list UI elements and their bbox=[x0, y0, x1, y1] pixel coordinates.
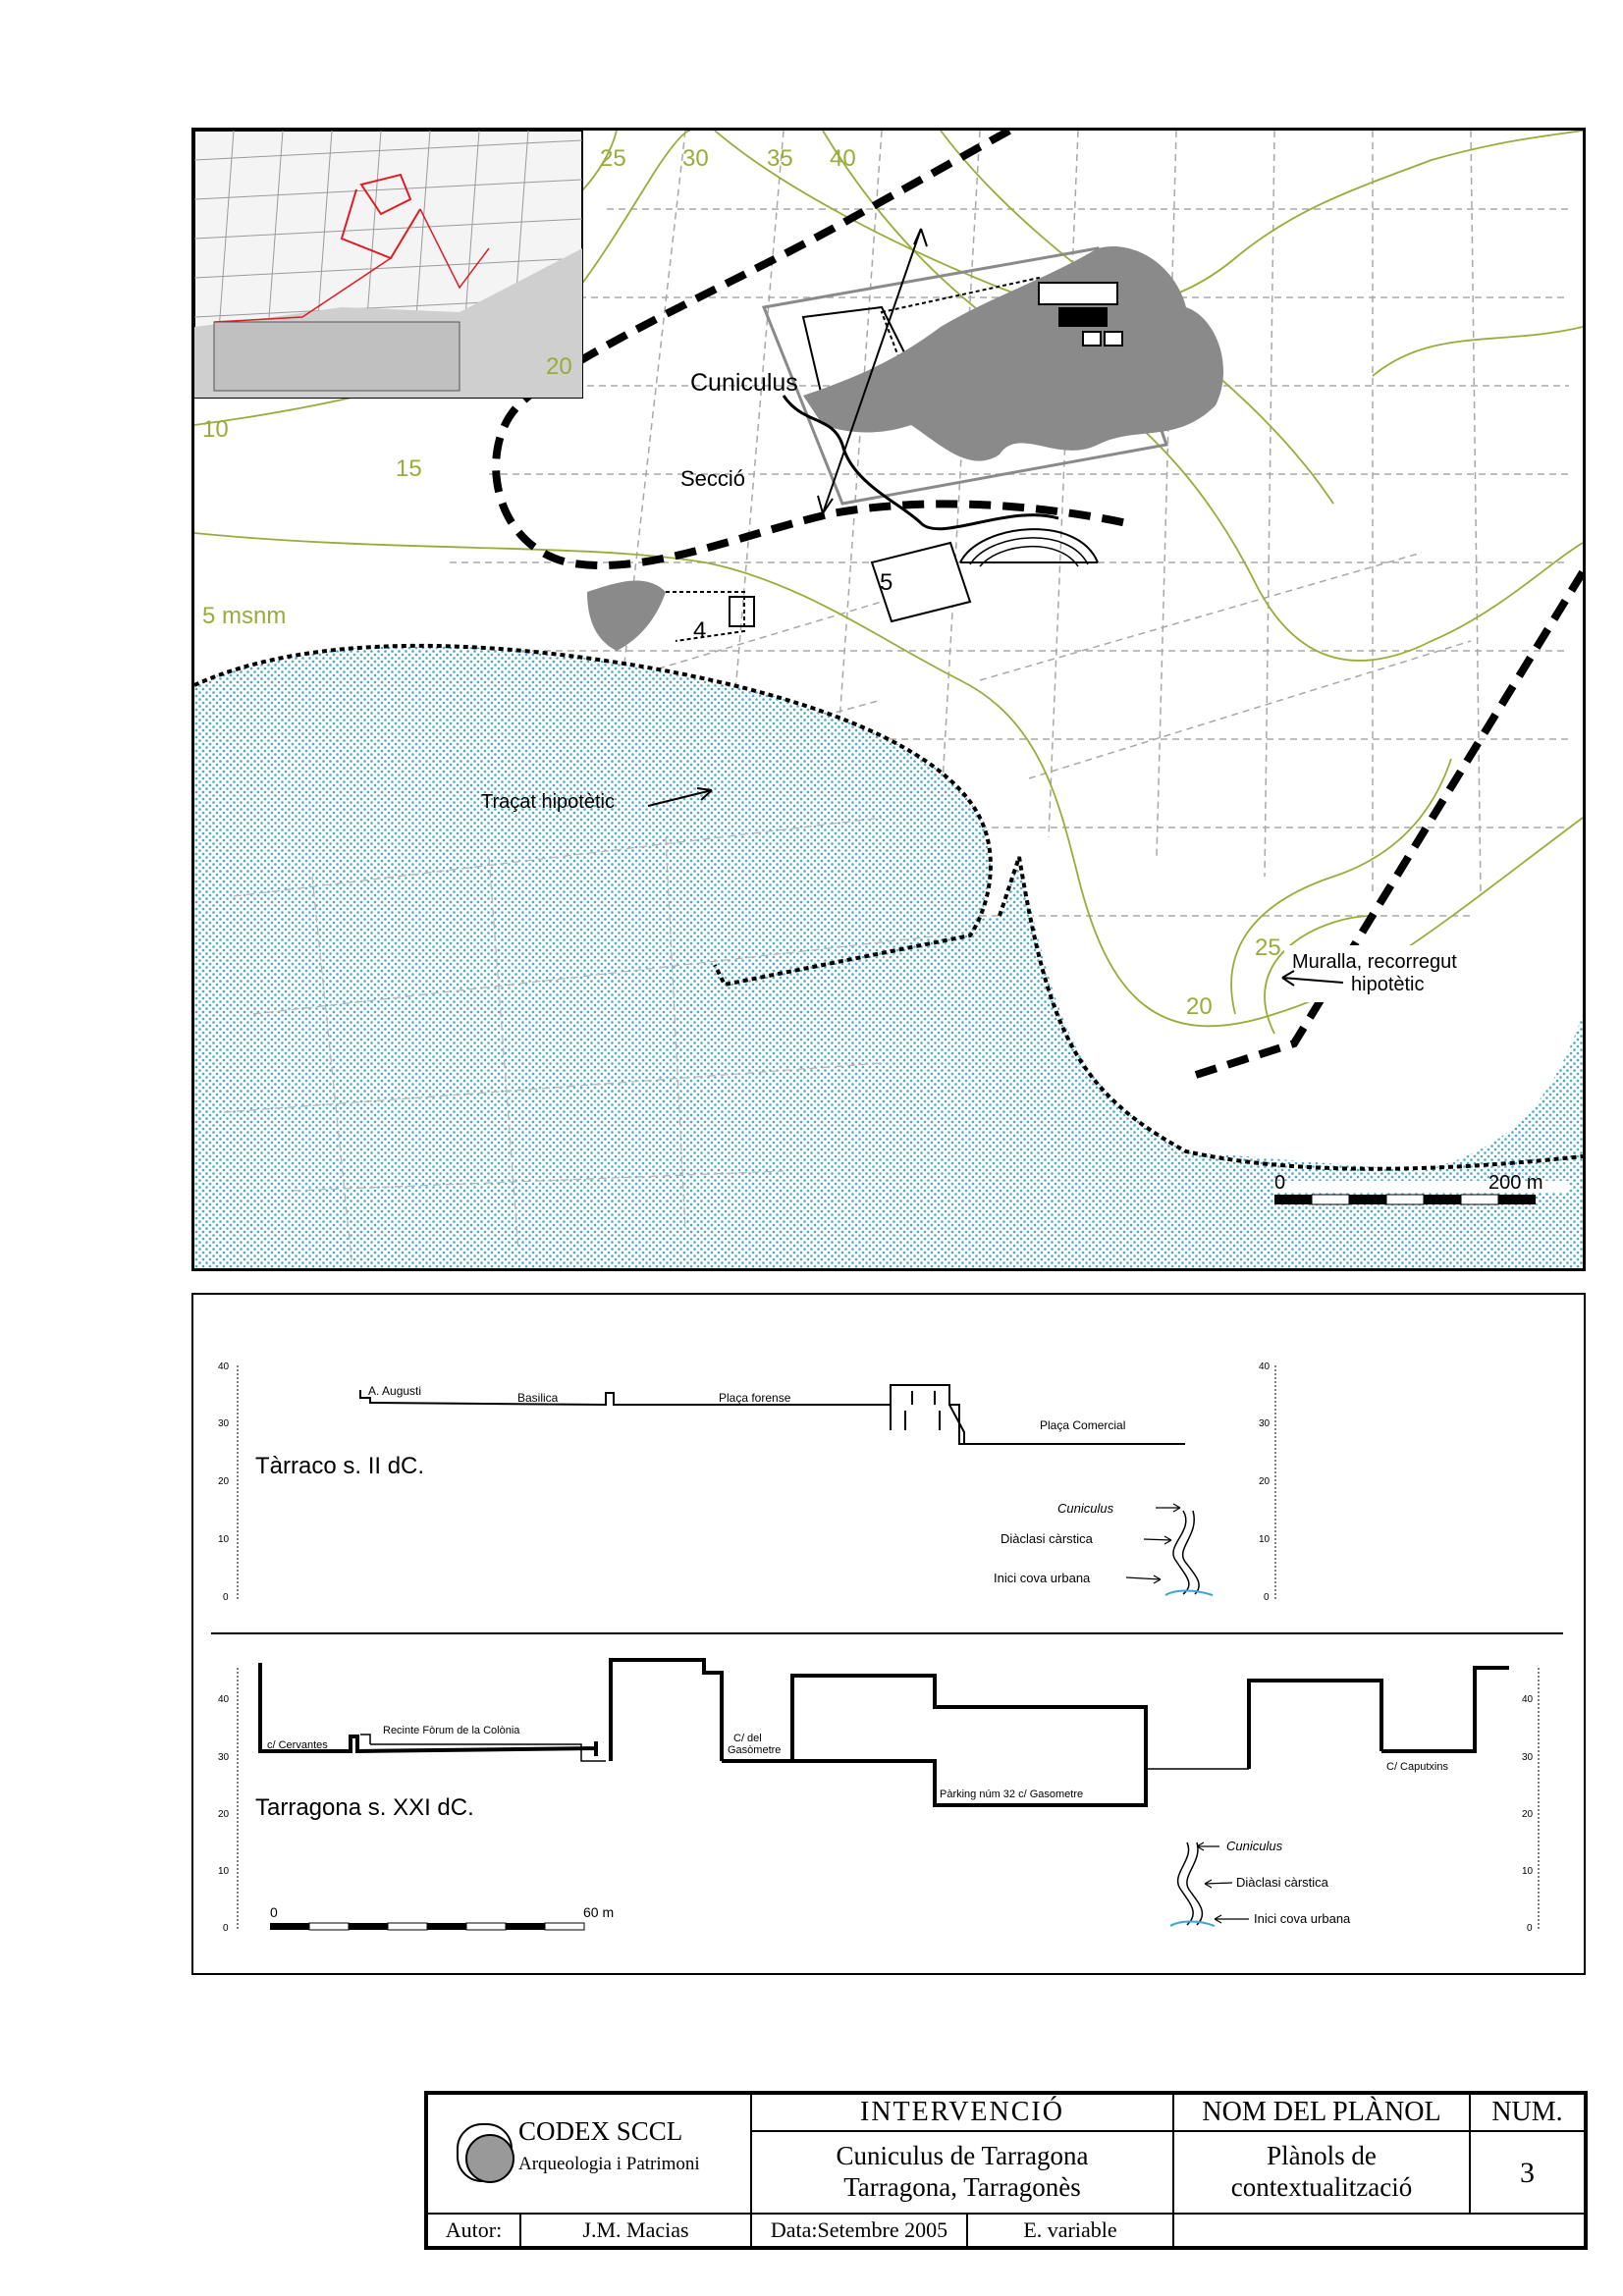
contour-label: 30 bbox=[682, 145, 709, 172]
label-a-augusti: A. Augusti bbox=[368, 1384, 422, 1398]
site-map bbox=[191, 128, 1586, 1271]
autor-value: J.M. Macias bbox=[520, 2214, 751, 2247]
section-scale-bar bbox=[270, 1904, 614, 1930]
section-svg bbox=[193, 1295, 1584, 1973]
plano-line2: contextualització bbox=[1230, 2172, 1413, 2202]
legend-diaclasi: Diàclasi càrstica bbox=[1001, 1531, 1093, 1546]
axis-tick: 10 bbox=[218, 1866, 230, 1877]
section-label: Secció bbox=[680, 466, 746, 491]
label-placa-forense: Plaça forense bbox=[719, 1391, 791, 1405]
num-value: 3 bbox=[1470, 2131, 1585, 2214]
axis-tick: 40 bbox=[218, 1694, 230, 1705]
axis-tick: 20 bbox=[1259, 1476, 1271, 1487]
legend-cuniculus: Cuniculus bbox=[1226, 1839, 1283, 1853]
title-block bbox=[424, 2091, 1588, 2250]
site-map-svg bbox=[194, 131, 1583, 1268]
contour-label: 40 bbox=[830, 145, 856, 172]
axis-tick: 20 bbox=[218, 1809, 230, 1820]
axis-tick: 40 bbox=[218, 1362, 230, 1372]
site-5-label: 5 bbox=[880, 569, 893, 596]
scale-value: E. variable bbox=[967, 2214, 1173, 2247]
site-4-label: 4 bbox=[693, 617, 707, 644]
tarraco-title: Tàrraco s. II dC. bbox=[255, 1453, 425, 1479]
axis-tick: 0 bbox=[223, 1923, 229, 1934]
contour-label: 20 bbox=[1186, 993, 1213, 1020]
contour-label: 25 bbox=[1255, 934, 1281, 961]
legend-diaclasi: Diàclasi càrstica bbox=[1236, 1875, 1328, 1890]
contour-label: 15 bbox=[396, 455, 422, 482]
label-caputxins: C/ Caputxins bbox=[1386, 1761, 1448, 1773]
company-subtitle: Arqueologia i Patrimoni bbox=[518, 2154, 700, 2174]
scale-end: 200 m bbox=[1488, 1172, 1543, 1194]
legend-cuniculus: Cuniculus bbox=[1057, 1501, 1114, 1516]
urban-cave bbox=[803, 246, 1223, 461]
cave-symbol bbox=[1173, 1511, 1199, 1594]
axis-tick: 40 bbox=[1522, 1694, 1534, 1705]
contour-label: 10 bbox=[202, 416, 229, 443]
intervencio-body bbox=[751, 2131, 1173, 2214]
tarraco-profile bbox=[218, 1362, 1275, 1603]
axis-tick: 20 bbox=[218, 1476, 230, 1487]
blank-cell bbox=[1173, 2214, 1585, 2247]
tarraco-axis-left bbox=[218, 1362, 230, 1603]
tarraco-legend-arrows bbox=[1126, 1504, 1180, 1583]
label-parking: Pàrking núm 32 c/ Gasometre bbox=[940, 1789, 1084, 1800]
label-recinte-forum: Recinte Fòrum de la Colònia bbox=[383, 1725, 520, 1736]
axis-tick: 30 bbox=[218, 1418, 230, 1429]
axis-tick: 0 bbox=[1527, 1923, 1533, 1934]
axis-tick: 40 bbox=[1259, 1362, 1271, 1372]
legend-cova: Inici cova urbana bbox=[994, 1571, 1091, 1585]
contour-label: 25 bbox=[600, 145, 626, 172]
tarragona-legend bbox=[1226, 1839, 1351, 1926]
company-name: CODEX SCCL bbox=[518, 2116, 683, 2146]
label-cervantes: c/ Cervantes bbox=[267, 1739, 328, 1751]
site-4-remains bbox=[587, 580, 754, 651]
wall-label-line2: hipotètic bbox=[1351, 974, 1425, 995]
tarraco-axis-right bbox=[1259, 1362, 1271, 1603]
axis-tick: 30 bbox=[1259, 1418, 1271, 1429]
scale-end: 60 m bbox=[583, 1904, 615, 1920]
axis-tick: 30 bbox=[218, 1752, 230, 1763]
plano-header: NOM DEL PLÀNOL bbox=[1173, 2094, 1470, 2131]
wall-label-line1: Muralla, recorregut bbox=[1292, 951, 1457, 973]
axis-tick: 30 bbox=[1522, 1752, 1534, 1763]
label-gasometre-1: C/ del bbox=[733, 1733, 762, 1744]
section-profiles bbox=[191, 1293, 1586, 1975]
num-header: NUM. bbox=[1470, 2094, 1585, 2131]
axis-tick: 0 bbox=[223, 1592, 229, 1603]
axis-tick: 10 bbox=[1522, 1866, 1534, 1877]
contour-label: 20 bbox=[546, 353, 572, 380]
label-gasometre-2: Gasòmetre bbox=[728, 1744, 782, 1756]
autor-label: Autor: bbox=[427, 2214, 520, 2247]
intervencio-line1: Cuniculus de Tarragona bbox=[836, 2141, 1089, 2170]
plano-line1: Plànols de bbox=[1267, 2141, 1377, 2170]
axis-tick: 10 bbox=[218, 1534, 230, 1545]
site-5-theatre bbox=[872, 529, 1098, 621]
tarragona-axis-left bbox=[218, 1694, 230, 1934]
company-logo bbox=[453, 2119, 521, 2188]
tarragona-profile bbox=[218, 1660, 1539, 1934]
label-basilica: Basilica bbox=[517, 1391, 559, 1405]
tarragona-title: Tarragona s. XXI dC. bbox=[255, 1794, 474, 1821]
axis-tick: 20 bbox=[1522, 1809, 1534, 1820]
contour-label: 35 bbox=[767, 145, 793, 172]
legend-cova: Inici cova urbana bbox=[1254, 1911, 1351, 1926]
tarragona-axis-right bbox=[1522, 1694, 1534, 1934]
intervencio-line2: Tarragona, Tarragonès bbox=[843, 2172, 1081, 2202]
cave-symbol bbox=[1178, 1842, 1203, 1925]
tarraco-legend bbox=[994, 1501, 1114, 1585]
label-placa-comercial: Plaça Comercial bbox=[1040, 1418, 1126, 1432]
company-cell bbox=[427, 2094, 751, 2214]
scale-start: 0 bbox=[270, 1904, 278, 1920]
date-value: Data:Setembre 2005 bbox=[751, 2214, 967, 2247]
plano-body bbox=[1173, 2131, 1470, 2214]
axis-tick: 0 bbox=[1264, 1592, 1270, 1603]
intervencio-header: INTERVENCIÓ bbox=[751, 2094, 1173, 2131]
scale-start: 0 bbox=[1274, 1172, 1286, 1194]
contour-label: 5 msnm bbox=[202, 603, 287, 629]
tracat-label: Traçat hipotètic bbox=[481, 791, 615, 813]
axis-tick: 10 bbox=[1259, 1534, 1271, 1545]
inset-map bbox=[194, 131, 582, 398]
cuniculus-label: Cuniculus bbox=[690, 369, 798, 397]
